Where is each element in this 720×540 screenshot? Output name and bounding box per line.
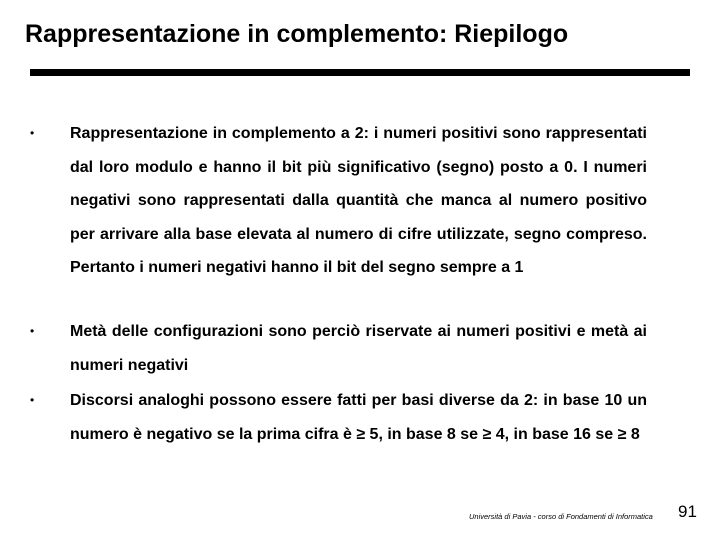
slide-title: Rappresentazione in complemento: Riepilogo — [25, 20, 569, 48]
bullet-marker: • — [30, 324, 35, 338]
page-number: 91 — [678, 502, 697, 521]
bullet-marker: • — [30, 393, 35, 407]
bullet-item — [30, 117, 647, 285]
footer-text: Università di Pavia - corso di Fondamenti di Informatica — [469, 512, 653, 521]
bullet-text: Discorsi analoghi possono essere fatti per basi diverse da 2: in base 10 un numero è negativo se la prima cifra è ≥ 5, in base 8 se ≥ 4, in base 16 se ≥ 8 — [70, 392, 647, 443]
title-underline — [30, 69, 690, 76]
bullet-marker: • — [30, 126, 35, 140]
bullet-text: Rappresentazione in complemento a 2: i numeri positivi sono rappresentati dal loro modulo e hanno il bit più significativo (segno) posto a 0. I numeri negativi sono rappresentati dalla quantità che manca al numero positivo per arrivare alla base elevata al numero di cifre utilizzate, segno compreso. Pertanto i numeri negativi hanno il bit del segno sempre a 1 — [70, 125, 647, 276]
bullet-item — [30, 315, 647, 382]
bullet-text: Metà delle configurazioni sono perciò riservate ai numeri positivi e metà ai numeri negativi — [70, 323, 647, 374]
bullet-item — [30, 384, 647, 451]
